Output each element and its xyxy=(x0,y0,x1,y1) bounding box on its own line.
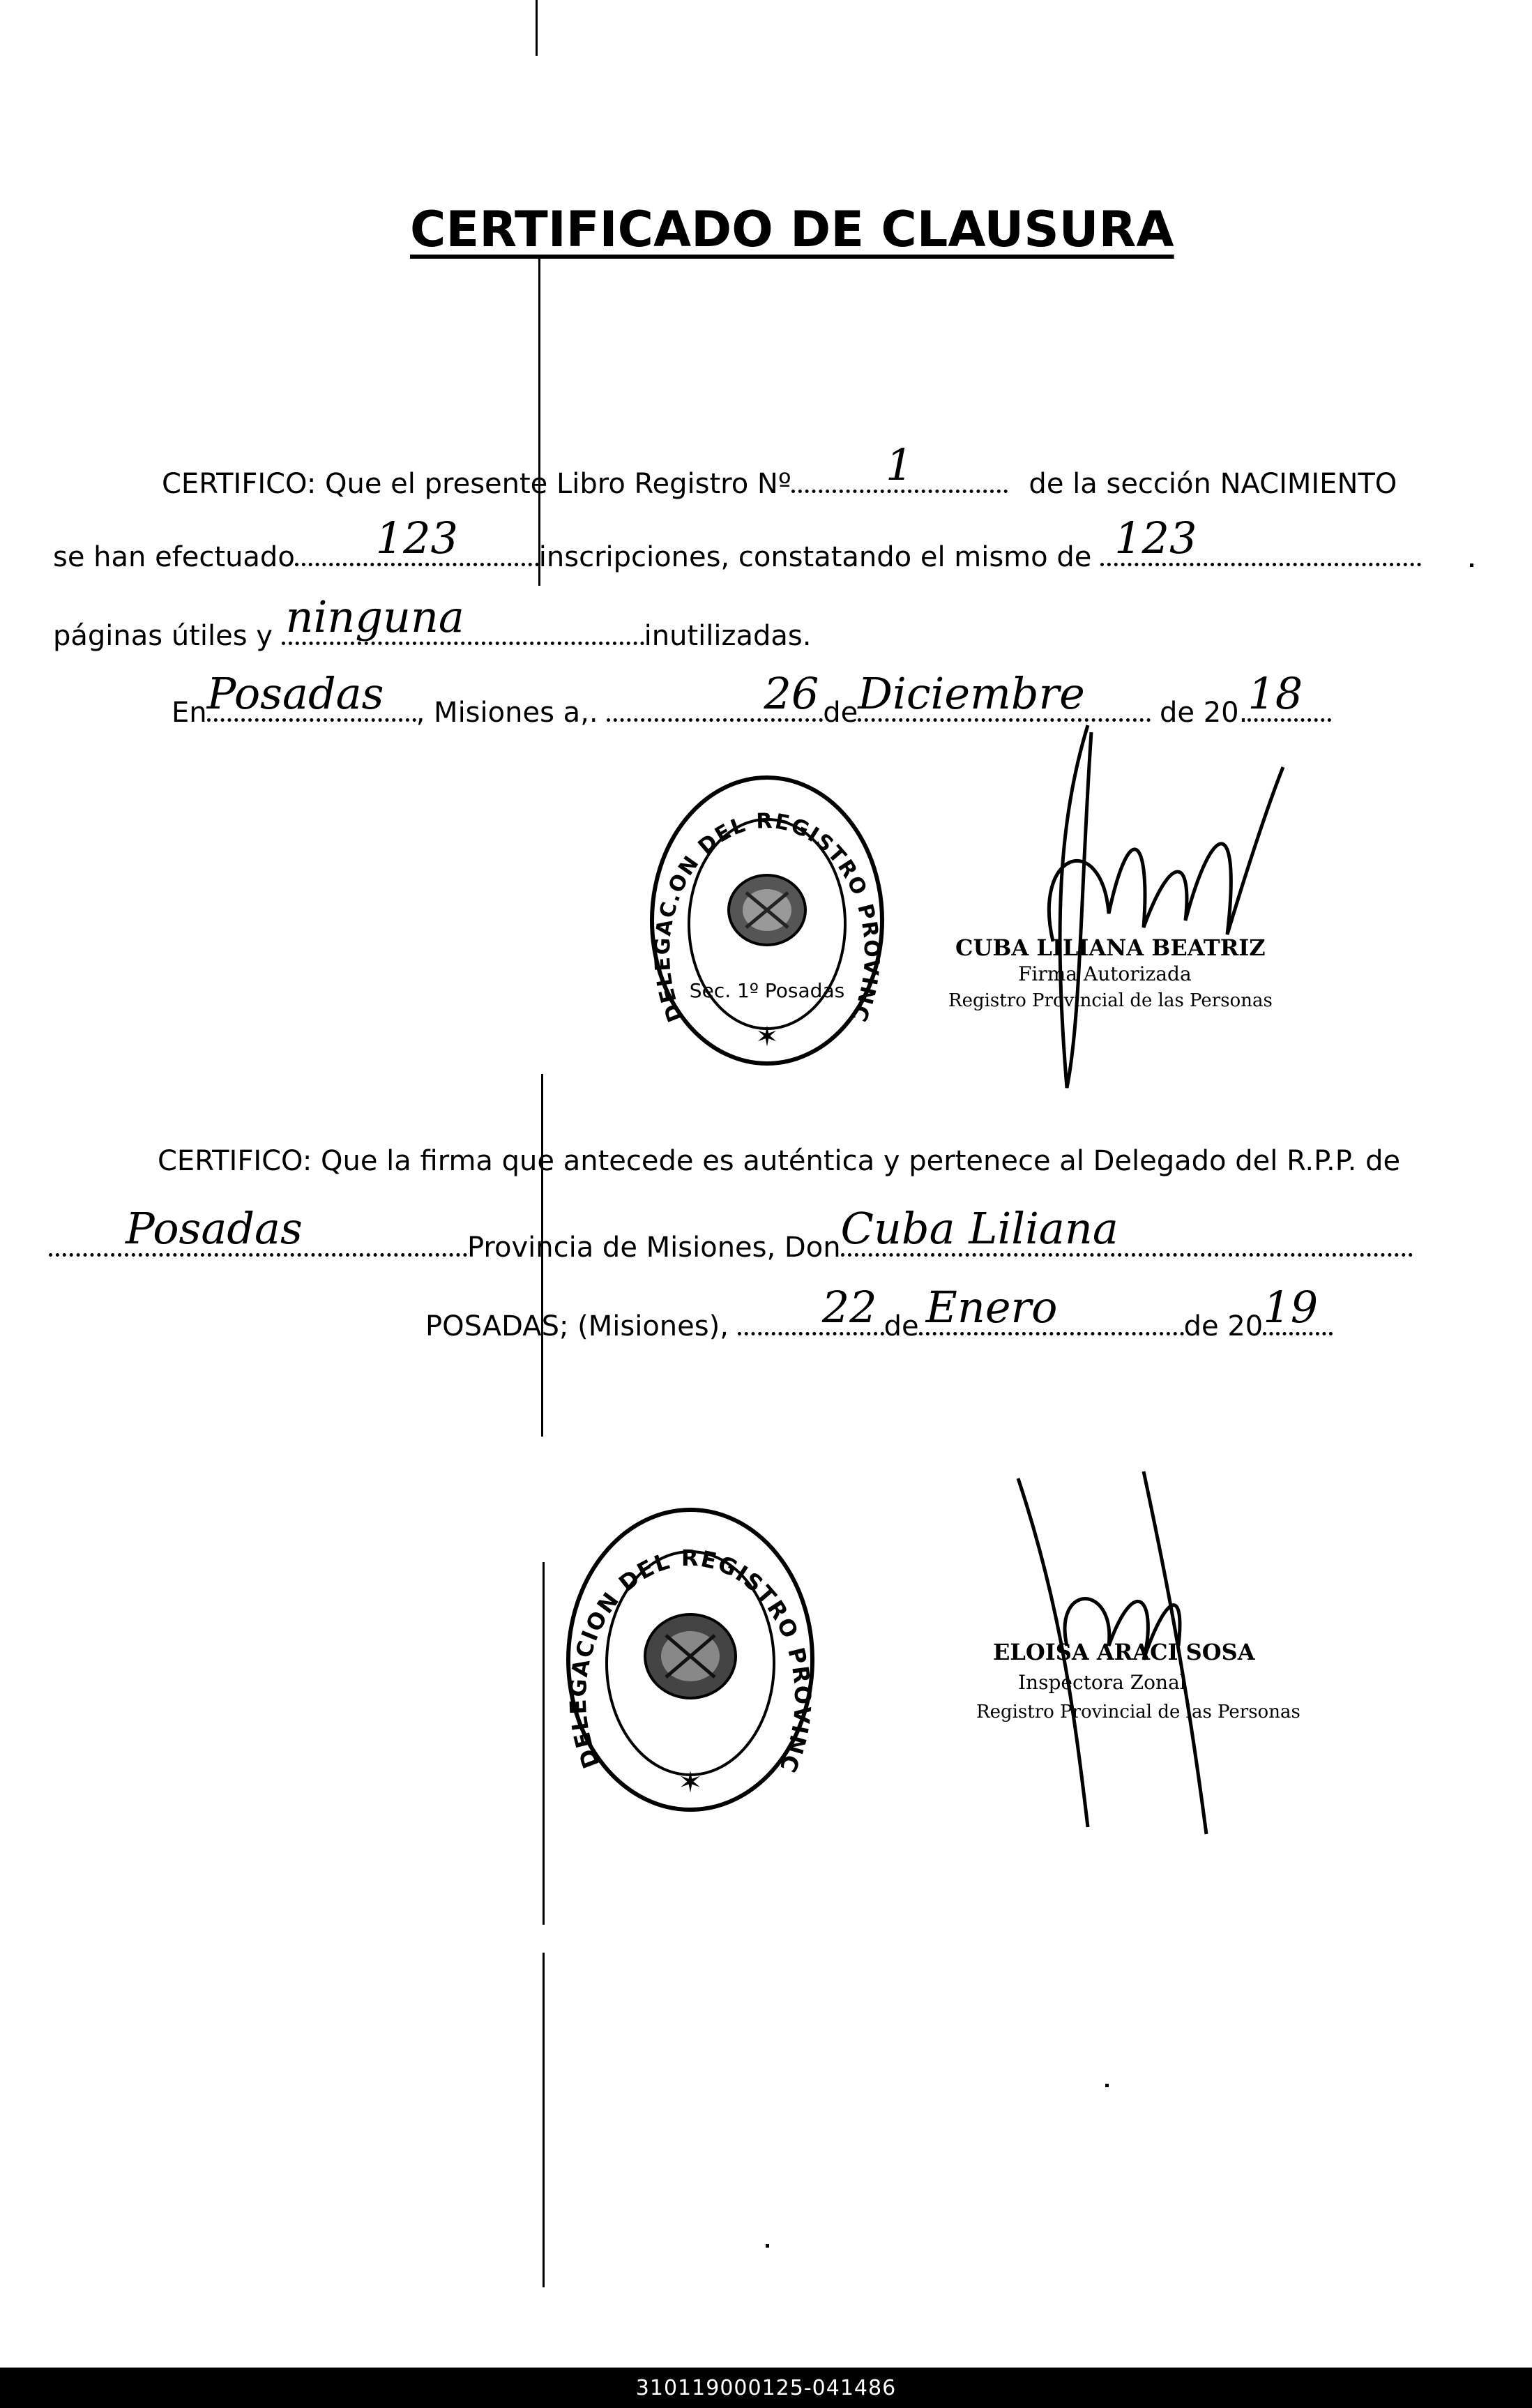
cert2-line3-de: de xyxy=(883,1310,919,1342)
cert1-line1-start: CERTIFICO: Que el presente Libro Registro Nº xyxy=(162,468,791,500)
stamp2-outer-text: DELEGACION DEL REGISTRO PROVINC xyxy=(564,1545,817,1778)
scan-artifact-line xyxy=(543,1953,545,2287)
cert2-lugar-field xyxy=(49,1203,467,1257)
lugar-value: Posadas xyxy=(206,668,384,719)
cert2-line2 xyxy=(49,1203,1413,1264)
inutilizadas-value: ninguna xyxy=(285,591,464,642)
stamp1-outer-text: DELEGAC.ON DEL REGISTRO PROVINC xyxy=(650,809,884,1027)
cert1-line2-start: se han efectuado xyxy=(53,541,295,573)
cert1-line3-start: páginas útiles y xyxy=(53,620,273,652)
dia-value: 26 xyxy=(764,668,819,719)
cert2-lugar-value: Posadas xyxy=(126,1203,303,1254)
coat-of-arms-icon xyxy=(645,1614,736,1698)
cert2-line1: CERTIFICO: Que la firma que antecede es auténtica y pertenece al Delegado del R.P.P. de xyxy=(158,1145,1401,1177)
cert1-line3-end: inutilizadas. xyxy=(644,620,812,652)
cert2-line2-mid: Provincia de Misiones, Don xyxy=(467,1232,841,1264)
signature2-name: ELOISA ARACI SOSA xyxy=(993,1639,1255,1665)
cert2-year-field xyxy=(1263,1282,1333,1335)
libro-numero-value: 1 xyxy=(885,439,913,490)
year-value: 18 xyxy=(1247,668,1303,719)
cert1-line4-en: En xyxy=(172,697,207,729)
signature1-role: Firma Autorizada xyxy=(1018,962,1192,985)
cert2-line3 xyxy=(425,1282,1333,1342)
star-icon: ✶ xyxy=(678,1765,703,1799)
paginas-value: 123 xyxy=(1114,513,1197,563)
document-code: 310119000125-041486 xyxy=(635,2376,897,2400)
stamp1-inner-text: Sec. 1º Posadas xyxy=(689,979,845,1002)
cert1-line4-year-prefix: de 20. xyxy=(1160,697,1248,729)
cert2-year-value: 19 xyxy=(1263,1282,1319,1333)
signature2-org: Registro Provincial de las Personas xyxy=(976,1702,1300,1722)
cert1-line4-de: de xyxy=(823,697,858,729)
cert1-line4-mid: , Misiones a,. xyxy=(416,697,598,729)
cert2-line3-year-prefix: de 20 xyxy=(1183,1310,1264,1342)
signature1-name: CUBA LILIANA BEATRIZ xyxy=(955,934,1266,961)
scan-speck xyxy=(1470,563,1473,567)
star-icon: ✶ xyxy=(755,1021,779,1053)
stamp-2 xyxy=(558,1499,823,1820)
document-footer-bar xyxy=(0,2368,1532,2408)
cert2-mes-value: Enero xyxy=(925,1282,1058,1333)
scan-speck xyxy=(1105,2084,1109,2087)
stamp-1 xyxy=(642,767,893,1074)
coat-of-arms-icon xyxy=(729,875,805,945)
cert1-line1 xyxy=(162,439,1397,500)
scan-speck xyxy=(766,2244,769,2248)
inscripciones-field xyxy=(295,513,539,566)
cert2-mes-field xyxy=(919,1282,1184,1335)
inutilizadas-field xyxy=(282,591,644,645)
signature1-org: Registro Provincial de las Personas xyxy=(948,990,1273,1011)
signature2-role: Inspectora Zonal xyxy=(1018,1671,1186,1694)
signature-2 xyxy=(976,1464,1325,1855)
scan-artifact-line xyxy=(536,0,538,56)
cert2-dia-value: 22 xyxy=(821,1282,877,1333)
paginas-field xyxy=(1100,513,1421,566)
dia-field xyxy=(607,668,823,722)
cert1-line3 xyxy=(53,591,812,652)
mes-value: Diciembre xyxy=(858,668,1085,719)
libro-numero-field xyxy=(791,439,1008,493)
don-name-field xyxy=(840,1203,1413,1257)
signature-1 xyxy=(948,711,1311,1102)
lugar-field xyxy=(206,668,416,722)
handwritten-signature-icon xyxy=(948,711,1311,1102)
cert2-line3-start: POSADAS; (Misiones), xyxy=(425,1310,729,1342)
inscripciones-value: 123 xyxy=(375,513,458,563)
cert2-dia-field xyxy=(738,1282,884,1335)
cert1-line2 xyxy=(53,513,1421,573)
page-title: CERTIFICADO DE CLAUSURA xyxy=(410,201,1174,258)
cert1-line1-end: de la sección NACIMIENTO xyxy=(1029,468,1397,500)
cert1-line2-mid: inscripciones, constatando el mismo de xyxy=(538,541,1092,573)
don-name-value: Cuba Liliana xyxy=(840,1203,1118,1254)
scan-artifact-line xyxy=(543,1562,545,1925)
